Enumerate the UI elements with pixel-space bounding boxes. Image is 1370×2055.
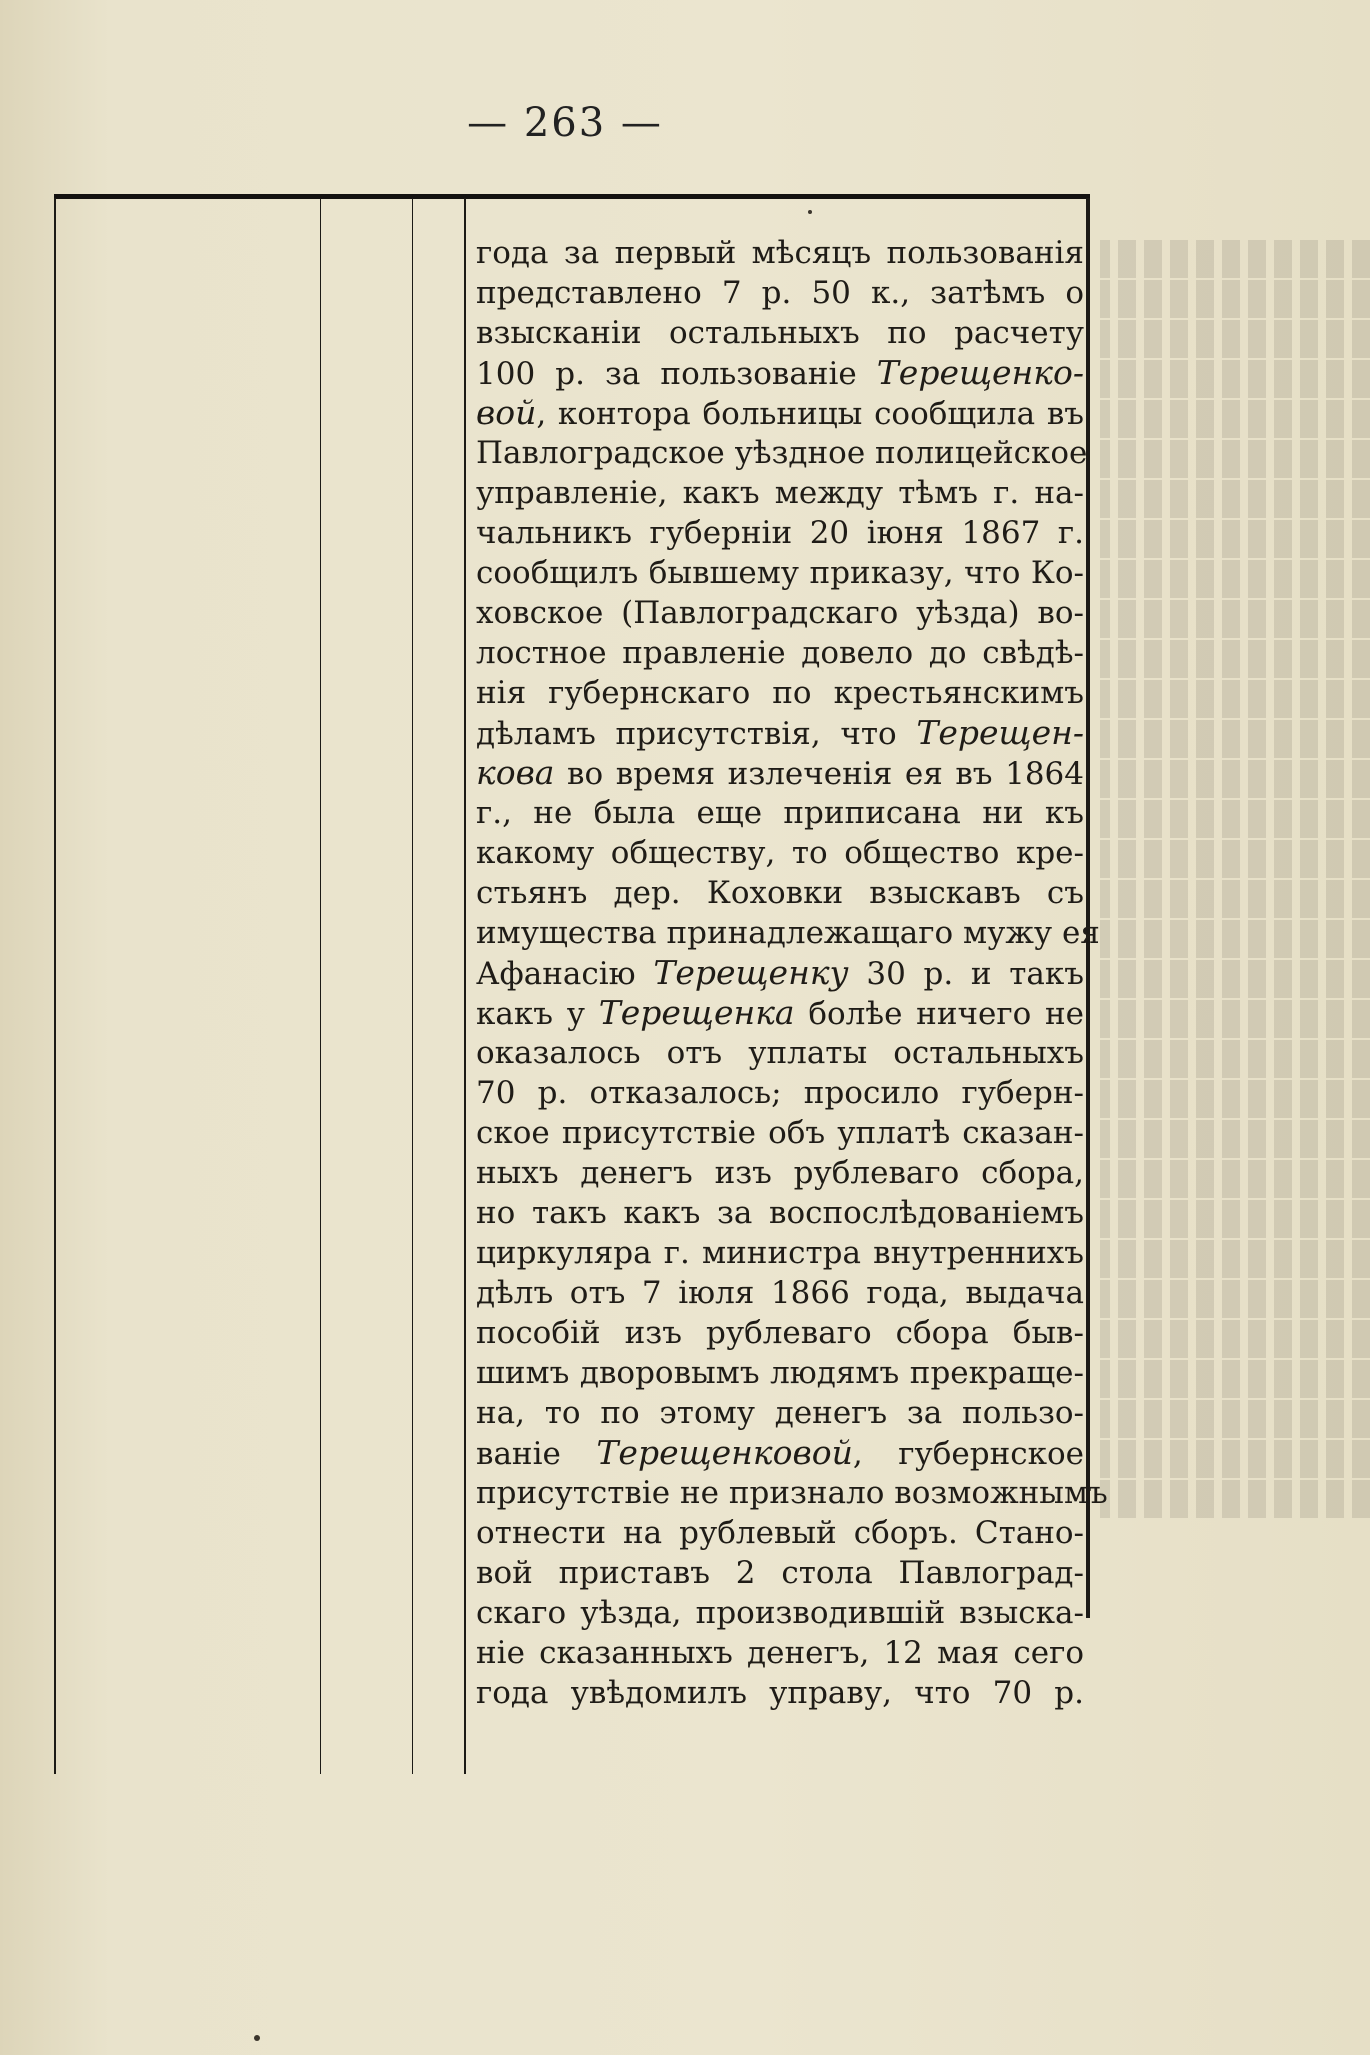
text-line — [476, 313, 1084, 353]
text-segment: чальникъ губерніи 20 іюня 1867 г. — [476, 515, 1084, 551]
text-line — [476, 1193, 1084, 1233]
text-segment: ское присутствіе объ уплатѣ сказан- — [476, 1115, 1084, 1151]
text-line — [476, 1553, 1084, 1593]
text-segment: ныхъ денегъ изъ рублеваго сбора, — [476, 1155, 1084, 1191]
text-line — [476, 1233, 1084, 1273]
text-segment: года за первый мѣсяцъ пользованія — [476, 235, 1084, 271]
text-segment: во время излеченія ея въ 1864 — [554, 756, 1084, 792]
paper-speck — [808, 210, 812, 214]
text-segment: 100 р. за пользованіе — [476, 356, 877, 392]
text-segment: управленіе, какъ между тѣмъ г. на- — [476, 475, 1084, 511]
text-line — [476, 393, 1084, 433]
text-segment: вой приставъ 2 стола Павлоград- — [476, 1555, 1084, 1591]
body-text-column — [476, 233, 1108, 1713]
text-line — [476, 433, 1088, 473]
column-rule-right — [1086, 198, 1090, 1618]
text-segment: Афанасію — [476, 956, 654, 992]
text-segment: года увѣдомилъ управу, что 70 р. — [476, 1675, 1084, 1711]
text-line — [476, 1033, 1084, 1073]
text-line — [476, 953, 1084, 993]
italic-name: Терещенко- — [876, 353, 1084, 392]
text-line — [476, 753, 1084, 793]
text-segment: какъ у — [476, 996, 599, 1032]
page-number: — 263 — — [467, 100, 663, 146]
text-line — [476, 913, 1100, 953]
text-segment: скаго уѣзда, производившій взыска- — [476, 1595, 1084, 1631]
column-rule-3 — [464, 198, 466, 1774]
text-segment: Павлоградское уѣздное полицейское — [476, 435, 1088, 471]
text-line — [476, 1393, 1084, 1433]
text-line — [476, 593, 1084, 633]
text-segment: пособій изъ рублеваго сбора быв- — [476, 1315, 1084, 1351]
text-segment: отнести на рублевый сборъ. Стано- — [476, 1515, 1084, 1551]
text-segment: стьянъ дер. Коховки взыскавъ съ — [476, 875, 1084, 911]
italic-name: Терещен- — [916, 713, 1084, 752]
text-line — [476, 673, 1084, 713]
paper-speck — [254, 2035, 260, 2041]
text-line — [476, 1473, 1108, 1513]
text-line — [476, 793, 1084, 833]
text-line — [476, 713, 1084, 753]
text-line — [476, 833, 1084, 873]
text-line — [476, 1313, 1084, 1353]
bleed-through-shadow — [1100, 240, 1370, 1800]
text-segment: имущества принадлежащаго мужу ея — [476, 915, 1100, 951]
text-segment: дѣламъ присутствія, что — [476, 716, 917, 752]
text-line — [476, 233, 1084, 273]
italic-name: Терещенковой — [596, 1433, 853, 1472]
text-segment: присутствіе не признало возможнымъ — [476, 1475, 1108, 1511]
text-segment: какому обществу, то общество кре- — [476, 835, 1084, 871]
column-rule-2 — [412, 198, 413, 1774]
text-line — [476, 1353, 1084, 1393]
text-segment: нія губернскаго по крестьянскимъ — [476, 675, 1084, 711]
text-segment: , контора больницы сообщила въ — [536, 396, 1084, 432]
column-rule-1 — [320, 198, 321, 1774]
text-segment: но такъ какъ за воспослѣдованіемъ — [476, 1195, 1084, 1231]
text-line — [476, 473, 1084, 513]
top-rule — [54, 194, 1090, 199]
text-line — [476, 1113, 1084, 1153]
text-segment: взысканіи остальныхъ по расчету — [476, 315, 1084, 351]
text-segment: на, то по этому денегъ за пользо- — [476, 1395, 1084, 1431]
text-segment: 70 р. отказалось; просило губерн- — [476, 1075, 1084, 1111]
text-line — [476, 1633, 1084, 1673]
text-line — [476, 1593, 1084, 1633]
text-segment: болѣе ничего не — [794, 996, 1085, 1032]
text-segment: представлено 7 р. 50 к., затѣмъ о — [476, 275, 1084, 311]
text-segment: сообщилъ бывшему приказу, что Ко- — [476, 555, 1084, 591]
italic-name: Терещенку — [653, 953, 849, 992]
text-line — [476, 993, 1084, 1033]
text-line — [476, 553, 1084, 593]
text-segment: ховское (Павлоградскаго уѣзда) во- — [476, 595, 1084, 631]
text-segment: циркуляра г. министра внутреннихъ — [476, 1235, 1084, 1271]
italic-name: кова — [476, 753, 555, 792]
text-line — [476, 1273, 1084, 1313]
italic-name: Терещенка — [598, 993, 795, 1032]
text-line — [476, 513, 1084, 553]
italic-name: вой — [476, 393, 537, 432]
text-line — [476, 1673, 1084, 1713]
text-segment: ніе сказанныхъ денегъ, 12 мая сего — [476, 1635, 1084, 1671]
column-rule-left — [54, 198, 56, 1774]
text-line — [476, 1153, 1084, 1193]
text-line — [476, 633, 1084, 673]
text-line — [476, 353, 1084, 393]
text-line — [476, 273, 1084, 313]
text-segment: г., не была еще приписана ни къ — [476, 795, 1084, 831]
text-segment: ваніе — [476, 1436, 597, 1472]
text-line — [476, 873, 1084, 913]
text-segment: , губернское — [852, 1436, 1084, 1472]
text-segment: 30 р. и такъ — [848, 956, 1084, 992]
text-line — [476, 1073, 1084, 1113]
text-line — [476, 1433, 1084, 1473]
text-segment: шимъ дворовымъ людямъ прекраще- — [476, 1355, 1084, 1391]
text-segment: лостное правленіе довело до свѣдѣ- — [476, 635, 1084, 671]
text-segment: оказалось отъ уплаты остальныхъ — [476, 1035, 1084, 1071]
text-line — [476, 1513, 1084, 1553]
text-segment: дѣлъ отъ 7 іюля 1866 года, выдача — [476, 1275, 1084, 1311]
